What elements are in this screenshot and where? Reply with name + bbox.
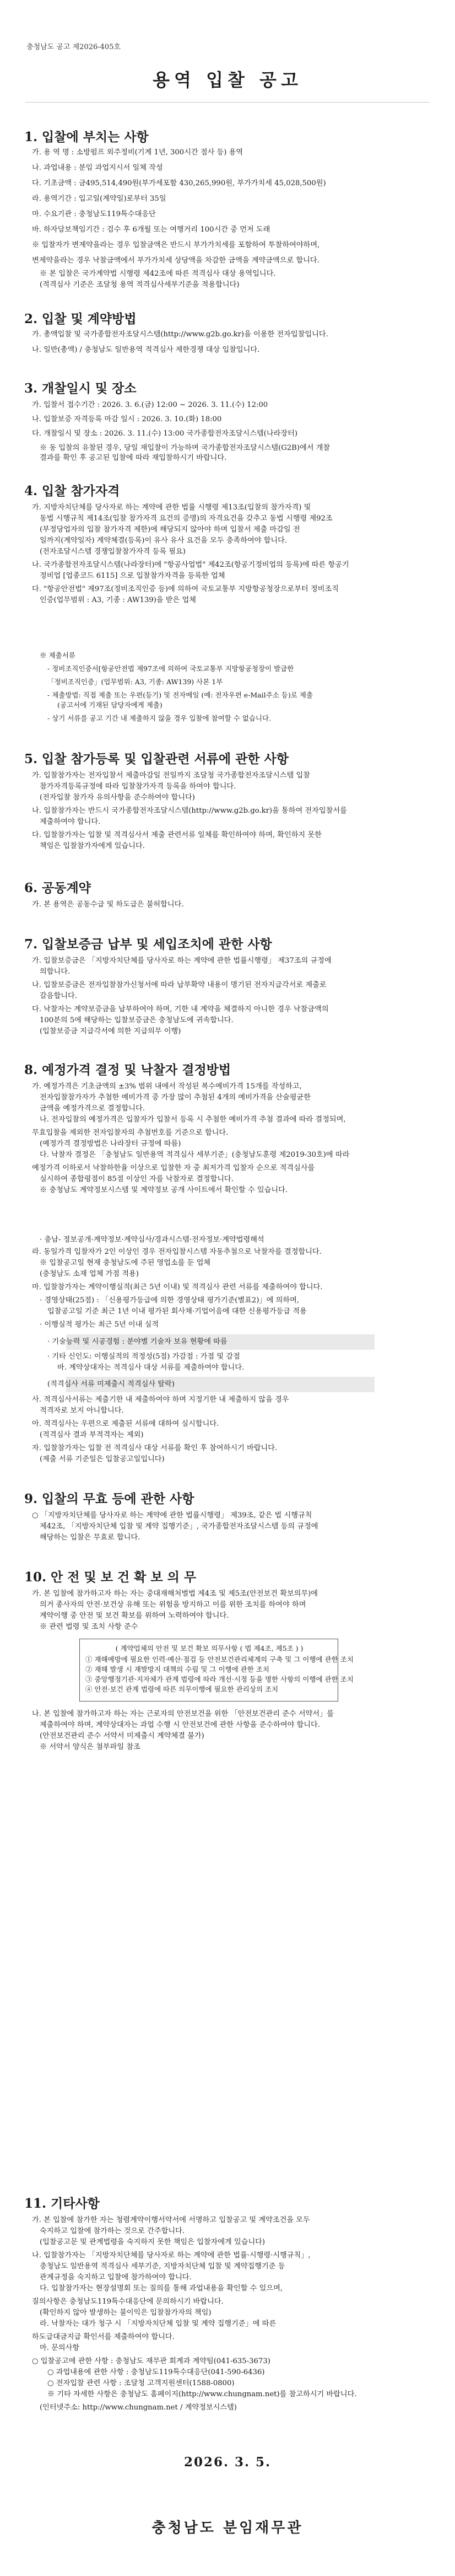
s5-line: 제출하여야 합니다. — [40, 818, 101, 826]
s9-line: ○ 「지방자치단체를 당사자로 하는 계약에 관한 법률시행령」 제39조, 같은 법 시행규칙 — [32, 1511, 312, 1520]
s8-line: · 경영상태(25점) : 「신용평가등급에 의한 경영상태 평가기준(별표2)」에 의하며, — [40, 1296, 299, 1305]
s1-line: 변제약을라는 경우 낙찰금액에서 부가가치세 상당액을 차감한 금액을 계약금액으로 합니다. — [32, 256, 319, 265]
s8-line: 실시하여 종합평점이 85점 이상인 자를 낙찰자로 결정합니다. — [40, 1175, 234, 1183]
section-7-heading: 7. 입찰보증금 납부 및 세입조치에 관한 사항 — [24, 937, 272, 952]
s7-line: 나. 입찰보증금은 전자입찰참가신청서에 따라 납부확약 내용이 명기된 전자지급각서로 제출로 — [32, 981, 327, 989]
s4-line: 일까지(계약일자) 계약체결(등록)이 유사 유사 요건을 모두 충족하여야 합니다. — [40, 536, 288, 545]
s4-line: 정비업 [업종코드 6115] 으로 입찰참가자격을 등록한 업체 — [40, 572, 225, 580]
s10-line: (안전보건관리 준수 서약서 미제출시 계약체결 불가) — [40, 1732, 204, 1740]
s1-line: ※ 본 입찰은 국가계약법 시행령 제42조에 따른 적격심사 대상 용역입니다. — [40, 270, 276, 278]
s11-line: 하도급대금지급 확인서를 제출하여야 합니다. — [32, 2333, 175, 2341]
s8-line: (예정가격 결정방법은 나라장터 규정에 따름) — [40, 1140, 181, 1148]
s11-line: ○ 입찰공고에 관한 사항 : 충청남도 재무관 회계과 계약팀(041-635-3673) — [32, 2357, 270, 2365]
s4-line: 다. "항공안전법" 제97조(정비조직인증 등)에 의하여 국토교통부 지방항공청장으로부터 정비조직 — [32, 585, 339, 593]
s8-line: (적격심사 서류 미제출시 적격심사 탈락) — [47, 1380, 175, 1388]
s10-line: 계약이행 중 안전 및 보건 확보를 위하여 노력하여야 합니다. — [40, 1612, 229, 1620]
s5-line: 책임은 입찰참가자에게 있습니다. — [40, 842, 145, 850]
s8-line: · 기술능력 및 시공경험 : 분야별 기술자 보유 현황에 따름 — [47, 1338, 228, 1346]
section-8-heading: 8. 예정가격 결정 및 낙찰자 결정방법 — [24, 1062, 231, 1077]
s5-line: 참가자격등록규정에 따라 입찰참가자격 등록을 하여야 합니다. — [40, 782, 236, 791]
section-10-heading: 10. 안 전 및 보 건 확 보 의 무 — [24, 1570, 197, 1585]
s10-line: 나. 본 입찰에 참가하고자 하는 자는 근로자의 안전보건을 위한 「안전보건관리 준수 서약서」를 — [32, 1710, 334, 1718]
s8-line: 무효입찰을 제외한 전자입찰자의 추첨번호를 기준으로 합니다. — [32, 1129, 229, 1137]
s6-line: 가. 본 용역은 공동수급 및 하도급은 불허합니다. — [32, 900, 184, 909]
s5-line: 다. 입찰참가자는 입찰 및 적격심사서 제출 관련서류 일체를 확인하여야 하며, 확인하지 못한 — [32, 831, 322, 839]
section-1-heading: 1. 입찰에 부치는 사항 — [24, 130, 149, 144]
s9-line: 제42조, 「지방자치단체 입찰 및 계약 집행기준」, 국가종합전자조달시스템 등의 규정에 — [40, 1522, 318, 1531]
s11-line: (확인하지 않아 발생하는 불이익은 입찰참가자의 책임) — [40, 2309, 212, 2317]
s8-line: 바. 계약상대자는 적격심사 대상 서류를 제출하여야 합니다. — [57, 1364, 245, 1372]
s8-line: · 이행실적 평가는 최근 5년 이내 실적 — [40, 1321, 159, 1329]
s11-line: 나. 입찰참가자는 「지방자치단체를 당사자로 하는 계약에 관한 법률·시행령·시행규칙」, — [32, 2251, 311, 2260]
s8-line: (적격심사 결과 부적격자는 제외) — [40, 1431, 144, 1439]
s4-note: - 제출방법: 직접 제출 또는 우편(등기) 및 전자메일 (예: 전자우편 e-Mail주소 등)로 제출 — [47, 691, 313, 699]
section-3-heading: 3. 개찰일시 및 장소 — [24, 381, 137, 396]
s1-line: 바. 하자담보책임기간 : 검수 후 6개월 또는 여행거리 100시간 중 먼저 도래 — [32, 226, 270, 234]
s11-line: ※ 기타 자세한 사항은 충청남도 홈페이지(http://www.chungnam.net)를 참고하시기 바랍니다. — [47, 2390, 357, 2398]
s8-line: 예정가격 이하로서 낙찰하한율 이상으로 입찰한 자 중 최저가격 입찰자 순으로 적격심사를 — [32, 1164, 315, 1172]
s8-line: 입찰공고일 기준 최근 1년 이내 평가된 회사채·기업어음에 대한 신용평가등급 적용 — [47, 1307, 307, 1316]
section-4-heading: 4. 입찰 참가자격 — [24, 484, 120, 498]
s10-line: 의거 종사자의 안전·보건상 유해 또는 위험을 방지하고 이를 위한 조치를 하여야 하며 — [40, 1601, 306, 1609]
issuer-name: 충청남도 분임재무관 — [151, 2520, 304, 2536]
s4-note: ※ 제출서류 — [40, 651, 75, 659]
s5-line: 가. 입찰참가자는 전자입찰서 제출마감일 전일까지 조달청 국가종합전자조달시스템 입찰 — [32, 771, 310, 780]
s1-line: 다. 기초금액 : 금495,514,490원(부가세포함 430,265,990원, 부가가치세 45,028,500원) — [32, 179, 326, 187]
s7-line: (입찰보증금 지급각서에 의한 지급의무 이행) — [40, 1027, 181, 1035]
s4-line: 동법 시행규칙 제14조(입찰 참가자격 요건의 증명)의 자격요건을 갖추고 동법 시행령 제92조 — [40, 514, 333, 523]
s4-note: (공고서에 기재된 담당자에게 제출) — [57, 701, 162, 709]
law-box-item: ② 재해 발생 시 재발방지 대책의 수립 및 그 이행에 관한 조치 — [85, 1665, 269, 1673]
s7-line: 의합니다. — [40, 968, 71, 976]
s1-line: 가. 용 역 명 : 소방펌프 외주정비(기계 1년, 300시간 점사 등) 용역 — [32, 148, 243, 157]
s11-line: 라. 낙찰자는 대가 청구 시 「지방자치단체 입찰 및 계약 집행기준」에 따른 — [40, 2320, 277, 2328]
s8-line: 다. 낙찰자 결정은 「충청남도 일반용역 적격심사 세부기준」(충청남도훈령 제2019-30호)에 따라 — [40, 1151, 350, 1159]
section-2-heading: 2. 입찰 및 계약방법 — [24, 312, 137, 326]
s11-line: (인터넷주소: http://www.chungnam.net / 계약정보시스템) — [40, 2403, 237, 2412]
s11-line: 숙지하고 입찰에 참가하는 것으로 간주합니다. — [40, 2227, 185, 2235]
s8-line: 마. 입찰참가자는 계약이행실적(최근 5년 이내) 및 적격심사 관련 서류를 제출하여야 합니다. — [32, 1283, 323, 1291]
s2-line: 나. 일반(총액) / 충청남도 일반용역 적격심사 제한경쟁 대상 입찰입니다. — [32, 346, 260, 354]
s8-line: 라. 동일가격 입찰자가 2인 이상인 경우 전자입찰시스템 자동추첨으로 낙찰자를 결정합니다. — [32, 1248, 322, 1256]
s4-line: (부정당업자의 입찰 참가자격 제한)에 해당되지 않아야 하며 입찰서 제출 마감일 전 — [40, 525, 300, 534]
s4-line: 나. 국가종합전자조달시스템(나라장터)에 "항공사업법" 제42조(항공기정비업의 등록)에 따른 항공기 — [32, 561, 349, 569]
s1-line: (적격심사 기준은 조달청 용역 적격심사세부기준을 적용합니다) — [40, 281, 240, 289]
s11-line: 가. 본 입찰에 참가한 자는 청렴계약이행서약서에 서명하고 입찰공고 및 계약조건을 모두 — [32, 2216, 310, 2224]
s8-line: (충청남도 소재 업체 가점 적용) — [40, 1270, 139, 1278]
s10-line: 제출하여야 하며, 계약상대자는 과업 수행 시 안전보건에 관한 사항을 준수하여야 합니다. — [40, 1721, 320, 1729]
s1-line: 라. 용역기간 : 입고일(계약일)로부터 35일 — [32, 195, 166, 203]
s10-line: 가. 본 입찰에 참가하고자 하는 자는 중대재해처벌법 제4조 및 제5조(안전보건 확보의무)에 — [32, 1590, 318, 1598]
s11-line: 마. 문의사항 — [40, 2344, 80, 2352]
s11-line: (입찰공고문 및 관계법령을 숙지하지 못한 책임은 입찰자에게 있습니다) — [40, 2238, 266, 2246]
s5-line: (전자입찰 참가자 유의사항을 준수하여야 합니다) — [40, 793, 195, 802]
section-6-heading: 6. 공동계약 — [24, 881, 91, 895]
law-box-item: ③ 중앙행정기관·지자체가 관계 법령에 따라 개선·시정 등을 명한 사항의 이행에 관한 조치 — [85, 1675, 354, 1683]
law-box-title: ( 계약업체의 안전 및 보건 확보 의무사항 ( 법 제4조, 제5조 ) ) — [115, 1644, 304, 1652]
s11-line: 관계규정을 숙지하고 입찰에 참가하여야 합니다. — [40, 2273, 192, 2282]
s8-line: ※ 입찰공고일 현재 충청남도에 주된 영업소를 둔 업체 — [40, 1259, 211, 1267]
s11-line: 충청남도 일반용역 적격심사 세부기준, 지방자치단체 입찰 및 계약집행기준 등 — [40, 2262, 285, 2271]
section-9-heading: 9. 입찰의 무효 등에 관한 사항 — [24, 1491, 194, 1506]
s4-line: 인증(업무범위 : A3, 기종 : AW139)을 받은 업체 — [40, 596, 196, 604]
s8-line: 전자입찰참가자가 추첨한 예비가격 중 가장 많이 추첨된 4개의 예비가격을 산술평균한 — [40, 1093, 311, 1102]
s11-line: 질의사항은 충청남도119특수대응단에 문의하시기 바랍니다. — [32, 2298, 224, 2306]
s11-line: ○ 전자입찰 관련 사항 : 조달청 고객지원센터(1588-0800) — [47, 2379, 235, 2387]
s4-note: - 정비조직인증서[항공안전법 제97조에 의하여 국토교통부 지방항공청장이 발급한 — [47, 664, 294, 673]
s8-line: 나. 전자입찰의 예정가격은 입찰자가 입찰서 등록 시 추첨한 예비가격 추첨 결과에 따라 결정되며, — [40, 1115, 346, 1124]
s8-line: · 기타 신인도: 이행실적의 적정성(5점) 가감점 : 가점 및 감점 — [47, 1353, 240, 1361]
s7-line: 가. 입찰보증금은 「지방자치단체를 당사자로 하는 계약에 관한 법률시행령」 제37조의 규정에 — [32, 957, 332, 965]
law-box-item: ④ 안전·보건 관계 법령에 따른 의무이행에 필요한 관리상의 조치 — [85, 1685, 279, 1693]
s7-line: 다. 낙찰자는 계약보증금을 납부하여야 하며, 기한 내 계약을 체결하지 아니한 경우 낙찰금액의 — [32, 1005, 329, 1013]
s1-line: 마. 수요기관 : 충청남도119특수대응단 — [32, 210, 156, 218]
s8-line: ※ 충청남도 계약정보시스템 및 계약정보 공개 사이트에서 확인할 수 있습니다. — [40, 1186, 288, 1194]
s4-line: 가. 지방자치단체를 당사자로 하는 계약에 관한 법률 시행령 제13조(입찰의 참가자격) 및 — [32, 503, 311, 512]
s8-line: (제출 서류 기준일은 입찰공고일입니다) — [40, 1455, 165, 1463]
s4-note: 「정비조직인증」(업무범위: A3, 기종: AW139) 사본 1부 — [47, 678, 223, 686]
s3-line: 다. 개찰일시 및 장소 : 2026. 3. 11.(수) 13:00 국가종합전자조달시스템(나라장터) — [32, 430, 297, 438]
s7-line: 갈음합니다. — [40, 992, 77, 1000]
s3-line: 가. 입찰서 접수기간 : 2026. 3. 6.(금) 12:00 ~ 2026. 3. 11.(수) 12:00 — [32, 401, 268, 409]
law-provisions-box — [79, 1639, 354, 1702]
s11-line: ○ 과업내용에 관한 사항 : 충청남도119특수대응단(041-590-6436) — [47, 2368, 265, 2376]
s8-line: 가. 예정가격은 기초금액의 ±3% 범위 내에서 작성된 복수예비가격 15개를 작성하고, — [32, 1082, 302, 1091]
s10-line: ※ 관련 법령 및 조치 사항 준수 — [40, 1623, 138, 1631]
page-title: 용역 입찰 공고 — [153, 69, 302, 90]
notice-number: 충청남도 공고 제2026-405호 — [26, 43, 121, 51]
section-5-heading: 5. 입찰 참가등록 및 입찰관련 서류에 관한 사항 — [24, 752, 289, 766]
s5-line: 나. 입찰참가자는 반드시 국가종합전자조달시스템(http://www.g2b.go.kr)을 통하여 전자입찰서를 — [32, 807, 347, 815]
law-box-item: ① 재해예방에 필요한 인력·예산·점검 등 안전보건관리체계의 구축 및 그 이행에 관한 조치 — [85, 1655, 354, 1663]
title-divider — [25, 102, 430, 103]
s8-line: 사. 적격심사서류는 제출기한 내 제출하여야 하며 지정기한 내 제출하지 않을 경우 — [32, 1396, 289, 1404]
section-11-heading: 11. 기타사항 — [24, 2196, 100, 2211]
s2-line: 가. 총액입찰 및 국가종합전자조달시스템(http://www.g2b.go.kr)을 이용한 전자입찰입니다. — [32, 330, 328, 339]
s4-note: - 상기 서류를 공고 기간 내 제출하지 않을 경우 입찰에 참여할 수 없습니다. — [47, 714, 272, 722]
s1-line: ※ 입찰자가 변제약을라는 경우 입찰금액은 반드시 부가가치세를 포함하여 투찰하여야하며, — [32, 241, 320, 249]
s10-line: ※ 서약서 양식은 첨부파일 참조 — [40, 1743, 140, 1751]
s1-line: 나. 과업내용 : 분임 과업지시서 일체 작성 — [32, 164, 163, 172]
s3-line: 결과를 확인 후 공고된 입찰에 따라 재입찰하시기 바랍니다. — [40, 454, 227, 462]
s9-line: 해당하는 입찰은 무효로 합니다. — [40, 1533, 140, 1542]
s8-line: 적격자로 보지 아니합니다. — [40, 1407, 124, 1415]
s11-line: 다. 입찰참가자는 현장설명회 또는 질의를 통해 과업내용을 확인할 수 있으며, — [40, 2284, 283, 2293]
s8-line: · 충남- 정보공개·계약정보·계약심사/경과시스템·전자정보·계약법령해석 — [40, 1236, 264, 1244]
s3-line: 나. 입찰보증 자격등록 마감 일시 : 2026. 3. 10.(화) 18:00 — [32, 415, 222, 423]
s8-line: 금액을 예정가격으로 결정합니다. — [40, 1104, 145, 1113]
s3-line: ※ 동 입찰의 유찰된 경우, 당일 재입찰이 가능하며 국가종합전자조달시스템(G2B)에서 개찰 — [40, 444, 331, 452]
s4-line: (전자조달시스템 경쟁입찰참가자격 등록 필요) — [40, 548, 186, 556]
announcement-date: 2026. 3. 5. — [183, 2455, 272, 2470]
s7-line: 100분의 5에 해당하는 입찰보증금은 충청남도에 귀속합니다. — [40, 1016, 234, 1024]
s8-line: 자. 입찰참가자는 입찰 전 적격심사 대상 서류를 확인 후 참여하시기 바랍니다. — [32, 1444, 278, 1452]
s8-line: 아. 적격심사는 우편으로 제출된 서류에 대하여 실시합니다. — [32, 1420, 219, 1428]
